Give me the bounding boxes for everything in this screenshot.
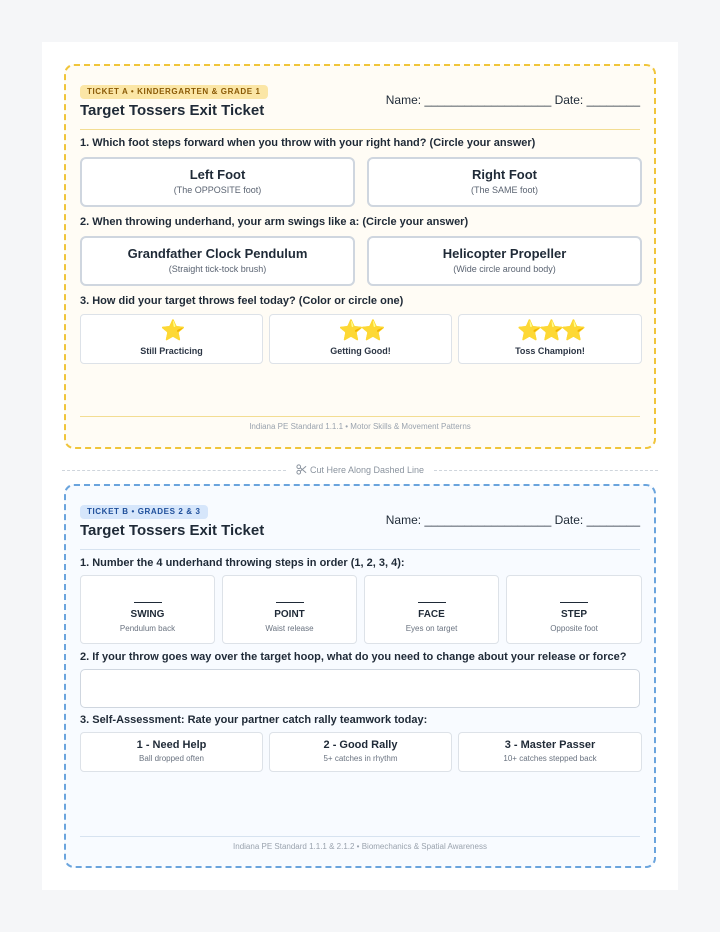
option-label: Helicopter Propeller <box>442 246 567 261</box>
ticket-b-question-2: 2. If your throw goes way over the target hoop, what do you need to change about your release or force? <box>80 651 627 663</box>
cut-dashed-line-right <box>434 470 658 471</box>
ticket-b <box>64 484 656 868</box>
rating-option-master-passer[interactable] <box>458 732 642 772</box>
number-blank[interactable] <box>418 602 446 603</box>
ticket-b-question-3: 3. Self-Assessment: Rate your partner catch rally teamwork today: <box>80 714 428 726</box>
ticket-b-footer-divider <box>80 836 640 837</box>
step-card-point[interactable] <box>222 575 357 644</box>
ticket-a-footer: Indiana PE Standard 1.1.1 • Motor Skills & Movement Patterns <box>249 422 471 431</box>
step-name: FACE <box>418 609 445 620</box>
ticket-b-name-date: Name: ___________________ Date: ________ <box>385 513 640 527</box>
rating-hint: Ball dropped often <box>139 754 204 763</box>
step-hint: Eyes on target <box>405 624 458 633</box>
option-label: Grandfather Clock Pendulum <box>127 246 308 261</box>
star-icon: ⭐⭐⭐ <box>517 320 583 342</box>
ticket-a-question-3: 3. How did your target throws feel today? (Color or circle one) <box>80 295 404 307</box>
rating-label: 3 - Master Passer <box>504 739 596 751</box>
step-hint: Pendulum back <box>119 624 176 633</box>
ticket-a <box>64 64 656 449</box>
option-pendulum[interactable] <box>80 236 355 286</box>
option-hint: (The SAME foot) <box>470 185 539 195</box>
option-hint: (Wide circle around body) <box>453 264 556 274</box>
rating-label: 1 - Need Help <box>136 739 207 751</box>
cut-label: Cut Here Along Dashed Line <box>309 465 425 475</box>
rating-option-good-rally[interactable] <box>269 732 452 772</box>
star-icon: ⭐ <box>160 320 183 342</box>
option-hint: (Straight tick-tock brush) <box>168 264 267 274</box>
ticket-a-name-date: Name: ___________________ Date: ________ <box>385 93 640 107</box>
option-helicopter[interactable] <box>367 236 642 286</box>
rating-card-two-stars[interactable] <box>269 314 452 364</box>
rating-label: Still Practicing <box>140 346 203 356</box>
ticket-a-question-2: 2. When throwing underhand, your arm swings like a: (Circle your answer) <box>80 216 469 228</box>
rating-card-one-star[interactable] <box>80 314 263 364</box>
step-hint: Opposite foot <box>550 624 598 633</box>
option-left-foot[interactable] <box>80 157 355 207</box>
step-name: SWING <box>130 609 165 620</box>
rating-label: 2 - Good Rally <box>323 739 398 751</box>
step-hint: Waist release <box>265 624 314 633</box>
rating-label: Toss Champion! <box>515 346 585 356</box>
step-name: POINT <box>274 609 305 620</box>
option-hint: (The OPPOSITE foot) <box>173 185 262 195</box>
option-label: Left Foot <box>189 167 246 182</box>
ticket-a-divider <box>80 129 640 130</box>
number-blank[interactable] <box>560 602 588 603</box>
ticket-a-title: Target Tossers Exit Ticket <box>80 102 265 119</box>
ticket-a-tag: TICKET A • KINDERGARTEN & GRADE 1 <box>80 85 268 99</box>
rating-card-three-stars[interactable] <box>458 314 642 364</box>
step-card-face[interactable] <box>364 575 499 644</box>
ticket-b-title: Target Tossers Exit Ticket <box>80 522 265 539</box>
cut-dashed-line-left <box>62 470 286 471</box>
option-label: Right Foot <box>472 167 537 182</box>
ticket-b-tag: TICKET B • GRADES 2 & 3 <box>80 505 208 519</box>
rating-label: Getting Good! <box>330 346 391 356</box>
cut-label-group <box>292 464 428 475</box>
ticket-b-divider <box>80 549 640 550</box>
rating-hint: 10+ catches stepped back <box>503 754 597 763</box>
number-blank[interactable] <box>134 602 162 603</box>
option-right-foot[interactable] <box>367 157 642 207</box>
star-icon: ⭐⭐ <box>338 320 383 342</box>
step-card-swing[interactable] <box>80 575 215 644</box>
cut-line <box>62 464 658 476</box>
worksheet-page <box>42 42 678 890</box>
answer-field[interactable] <box>80 669 640 708</box>
ticket-a-question-1: 1. Which foot steps forward when you throw with your right hand? (Circle your answer) <box>80 137 536 149</box>
number-blank[interactable] <box>276 602 304 603</box>
scissors-icon <box>296 464 307 475</box>
rating-option-need-help[interactable] <box>80 732 263 772</box>
step-card-step[interactable] <box>506 575 642 644</box>
step-name: STEP <box>560 609 588 620</box>
ticket-a-footer-divider <box>80 416 640 417</box>
ticket-b-footer: Indiana PE Standard 1.1.1 & 2.1.2 • Biomechanics & Spatial Awareness <box>233 842 487 851</box>
ticket-b-question-1: 1. Number the 4 underhand throwing steps in order (1, 2, 3, 4): <box>80 557 405 569</box>
rating-hint: 5+ catches in rhythm <box>323 754 398 763</box>
